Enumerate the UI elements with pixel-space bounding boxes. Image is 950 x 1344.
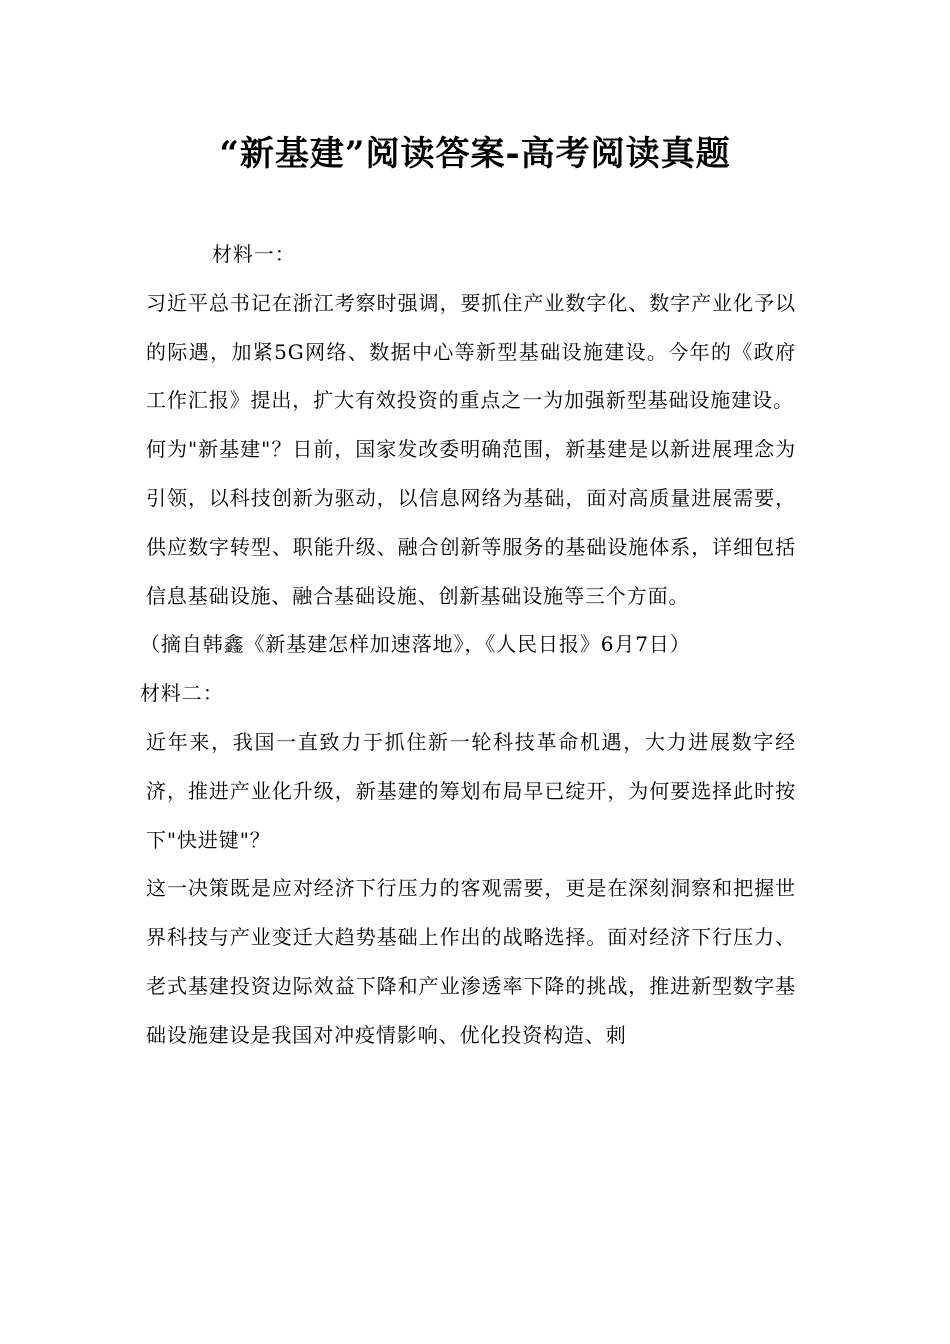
material-two-heading: 材料二： — [140, 681, 224, 706]
paragraph: 习近平总书记在浙江考察时强调，要抓住产业数字化、数字产业化予以的际遇，加紧5G网络、数据中心等新型基础设施建设。今年的《政府工作汇报》提出，扩大有效投资的重点之一为加强新型基础设施建设。 — [146, 290, 796, 413]
document-body — [140, 230, 796, 1060]
document-title: “新基建”阅读答案-高考阅读真题 — [219, 134, 731, 174]
source-citation: （摘自韩鑫《新基建怎样加速落地》，《人民日报》6月7日） — [140, 632, 691, 657]
paragraph: 近年来，我国一直致力于抓住新一轮科技革命机遇，大力进展数字经济，推进产业化升级，新基建的筹划布局早已绽开，为何要选择此时按下"快进键"？ — [146, 729, 796, 852]
material-one-heading: 材料一： — [212, 242, 296, 266]
paragraph: 这一决策既是应对经济下行压力的客观需要，更是在深刻洞察和把握世界科技与产业变迁大趋势基础上作出的战略选择。面对经济下行压力、老式基建投资边际效益下降和产业渗透率下降的挑战，推进新型数字基础设施建设是我国对冲疫情影响、优化投资构造、刺 — [146, 876, 796, 1047]
paragraph: 何为"新基建"？日前，国家发改委明确范围，新基建是以新进展理念为引领，以科技创新为驱动，以信息网络为基础，面对高质量进展需要，供应数字转型、职能升级、融合创新等服务的基础设施体系，详细包括信息基础设施、融合基础设施、创新基础设施等三个方面。 — [146, 437, 796, 608]
